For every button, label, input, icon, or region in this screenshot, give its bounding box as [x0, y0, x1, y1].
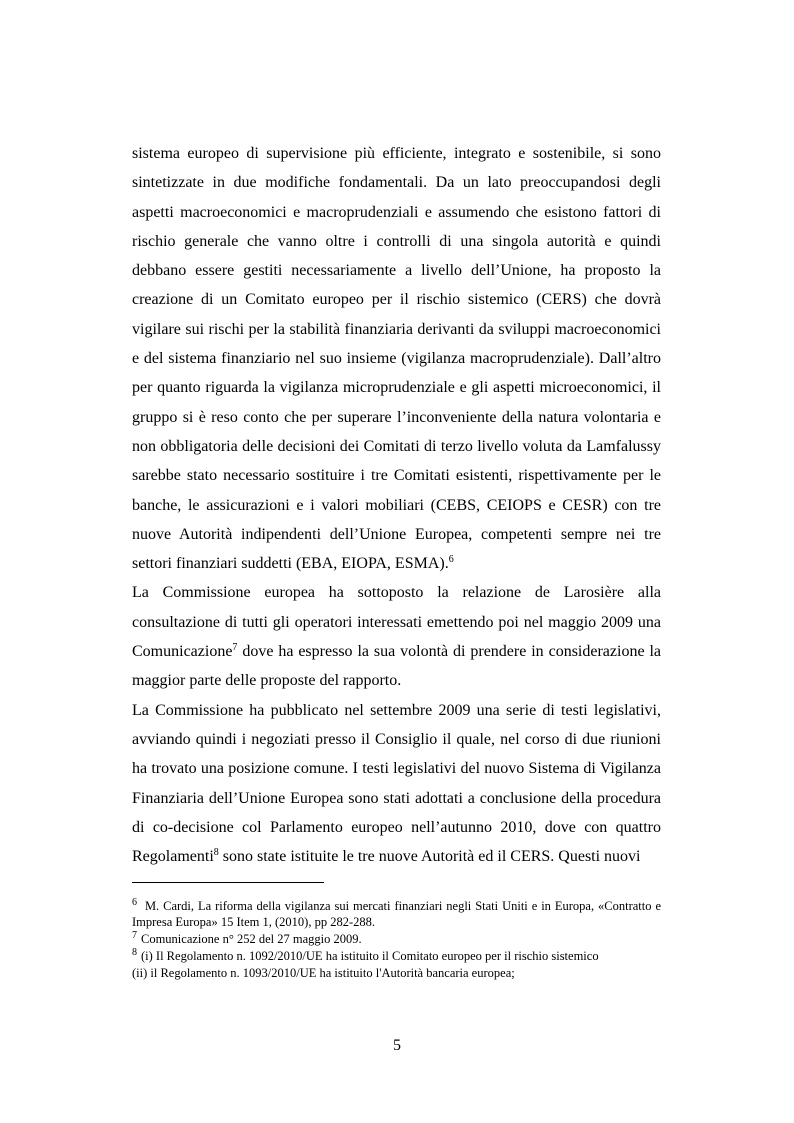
footnote-8	[132, 948, 661, 964]
paragraph-2	[132, 578, 661, 695]
footnote-number: 7	[132, 930, 137, 941]
page-number: 5	[393, 1037, 401, 1054]
footnote-text: (i) Il Regolamento n. 1092/2010/UE ha istituito il Comitato europeo per il rischio sistemico	[141, 949, 599, 963]
footnote-text: M. Cardi, La riforma della vigilanza sui mercati finanziari negli Stati Uniti e in Europa, «Contratto e Impresa Europa» 15 Item 1, (2010), pp 282-288.	[132, 899, 661, 929]
footnote-6	[132, 898, 661, 930]
main-text	[132, 139, 661, 871]
footnote-ref-8[interactable]: 8	[213, 847, 219, 859]
paragraph-2-text-a: La Commissione europea ha sottoposto la relazione de Larosière alla consultazione di tutti gli operatori interessati emettendo poi nel maggio 2009 una Comunicazione	[132, 584, 661, 661]
footnotes	[132, 898, 661, 981]
footnote-text: Comunicazione n° 252 del 27 maggio 2009.	[141, 932, 362, 946]
footnote-number: 8	[132, 947, 137, 958]
footnote-ref-6[interactable]: 6	[448, 554, 454, 566]
footnote-7	[132, 931, 661, 947]
paragraph-3-text-b: sono state istituite le tre nuove Autorità ed il CERS. Questi nuovi	[218, 848, 641, 866]
paragraph-1	[132, 139, 661, 578]
footnote-8-continuation: (ii) il Regolamento n. 1093/2010/UE ha istituito l'Autorità bancaria europea;	[132, 966, 515, 980]
footnote-number: 6	[132, 897, 137, 908]
footnote-separator	[132, 882, 324, 883]
paragraph-1-text: sistema europeo di supervisione più efficiente, integrato e sostenibile, si sono sintetizzate in due modifiche fondamentali. Da un lato preoccupandosi degli aspetti macroeconomici e macroprudenziali e assumendo che esistono fattori di rischio generale che vanno oltre i controlli di una singola autorità e quindi debbano essere gestiti necessariamente a livello dell’Unione, ha proposto la creazione di un Comitato europeo per il rischio sistemico (CERS) che dovrà vigilare sui rischi per la stabilità finanziaria derivanti da sviluppi macroeconomici e del sistema finanziario nel suo insieme (vigilanza macroprudenziale). Dall’altro per quanto riguarda la vigilanza microprudenziale e gli aspetti microeconomici, il gruppo si è reso conto che per superare l’inconveniente della natura volontaria e non obbligatoria delle decisioni dei Comitati di terzo livello voluta da Lamfalussy sarebbe stato necessario sostituire i tre Comitati esistenti, rispettivamente per le banche, le assicurazioni e i valori mobiliari (CEBS, CEIOPS e CESR) con tre nuove Autorità indipendenti dell’Unione Europea, competenti sempre nei tre settori finanziari suddetti (EBA, EIOPA, ESMA).	[132, 145, 661, 573]
footnote-ref-7[interactable]: 7	[232, 642, 238, 654]
paragraph-2-text-b: dove ha espresso la sua volontà di prendere in considerazione la maggior parte delle proposte del rapporto.	[132, 643, 661, 690]
paragraph-3	[132, 696, 661, 872]
paragraph-3-text-a: La Commissione ha pubblicato nel settembre 2009 una serie di testi legislativi, avviando quindi i negoziati presso il Consiglio il quale, nel corso di due riunioni ha trovato una posizione comune. I testi legislativi del nuovo Sistema di Vigilanza Finanziaria dell’Unione Europea sono stati adottati a conclusione della procedura di co-decisione col Parlamento europeo nell’autunno 2010, dove con quattro Regolamenti	[132, 701, 661, 866]
